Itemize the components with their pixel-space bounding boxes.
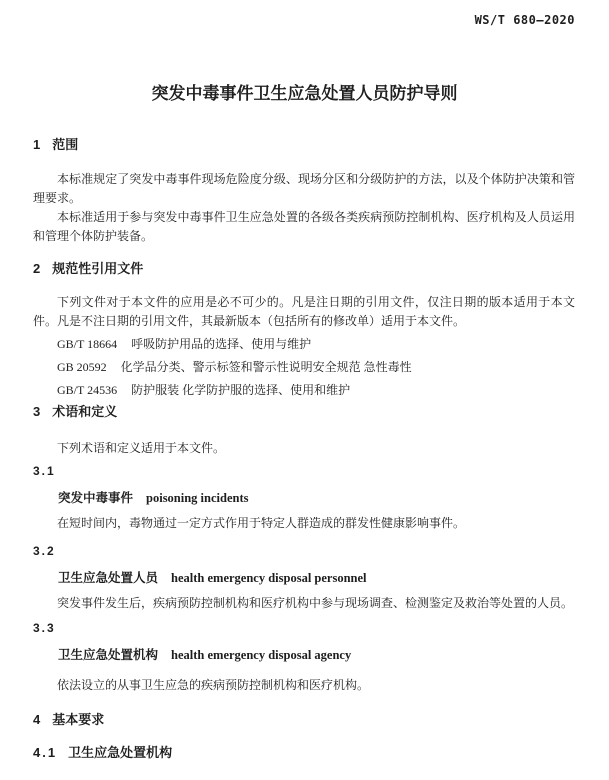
term-zh: 卫生应急处置机构 [58, 648, 159, 662]
reference-code: GB/T 18664 [57, 337, 118, 351]
section-1-title: 范围 [52, 137, 79, 152]
reference-item [33, 356, 575, 379]
reference-code: GB/T 24536 [57, 383, 118, 397]
section-3-number: 3 [33, 404, 42, 419]
term-definition-3-2: 突发事件发生后，疾病预防控制机构和医疗机构中参与现场调查、检测鉴定及救治等处置的人员。 [57, 596, 574, 610]
term-heading-3-3 [33, 646, 575, 665]
section-4-1-number: 4.1 [33, 745, 58, 760]
reference-title: 防护服装 化学防护服的选择、使用和维护 [131, 383, 351, 397]
reference-title: 化学品分类、警示标签和警示性说明安全规范 急性毒性 [120, 360, 412, 374]
section-3-title: 术语和定义 [52, 404, 118, 419]
clause-number-3-1: 3.1 [33, 464, 56, 478]
standard-code: WS/T 680—2020 [474, 13, 575, 27]
term-definition-3-1: 在短时间内，毒物通过一定方式作用于特定人群造成的群发性健康影响事件。 [57, 516, 466, 530]
section-1-heading [33, 137, 575, 153]
section-3-heading [33, 404, 575, 420]
section-4-heading [33, 712, 575, 728]
section-4-1-title: 卫生应急处置机构 [68, 745, 173, 760]
reference-item [33, 379, 575, 402]
section-1-body [33, 170, 575, 246]
term-zh: 突发中毒事件 [58, 491, 134, 505]
reference-list [33, 333, 575, 402]
section-2-body [33, 293, 575, 402]
section-2-title: 规范性引用文件 [52, 261, 144, 276]
paragraph-references-intro: 下列文件对于本文件的应用是必不可少的。凡是注日期的引用文件，仅注日期的版本适用于本文件。凡是不注日期的引用文件，其最新版本（包括所有的修改单）适用于本文件。 [33, 295, 575, 328]
section-1-number: 1 [33, 137, 42, 152]
term-heading-3-1 [33, 489, 575, 508]
term-en: health emergency disposal agency [171, 648, 352, 662]
paragraph-scope-2: 本标准适用于参与突发中毒事件卫生应急处置的各级各类疾病预防控制机构、医疗机构及人员运用和管理个体防护装备。 [33, 210, 575, 243]
term-definition-3-3: 依法设立的从事卫生应急的疾病预防控制机构和医疗机构。 [57, 678, 370, 692]
term-en: health emergency disposal personnel [171, 571, 367, 585]
clause-number-3-3: 3.3 [33, 621, 56, 635]
term-heading-3-2 [33, 569, 575, 588]
section-2-number: 2 [33, 261, 42, 276]
clause-number-3-2: 3.2 [33, 544, 56, 558]
term-en: poisoning incidents [146, 491, 249, 505]
term-zh: 卫生应急处置人员 [58, 571, 159, 585]
reference-title: 呼吸防护用品的选择、使用与维护 [131, 337, 312, 351]
section-4-number: 4 [33, 712, 42, 727]
page-title: 突发中毒事件卫生应急处置人员防护导则 [151, 84, 458, 103]
section-4-title: 基本要求 [52, 712, 105, 727]
section-4-1-heading [33, 745, 575, 761]
paragraph-terms-intro: 下列术语和定义适用于本文件。 [57, 441, 226, 455]
section-2-heading [33, 261, 575, 277]
paragraph-scope-1: 本标准规定了突发中毒事件现场危险度分级、现场分区和分级防护的方法，以及个体防护决策和管理要求。 [33, 172, 575, 205]
reference-code: GB 20592 [57, 360, 107, 374]
reference-item [33, 333, 575, 356]
